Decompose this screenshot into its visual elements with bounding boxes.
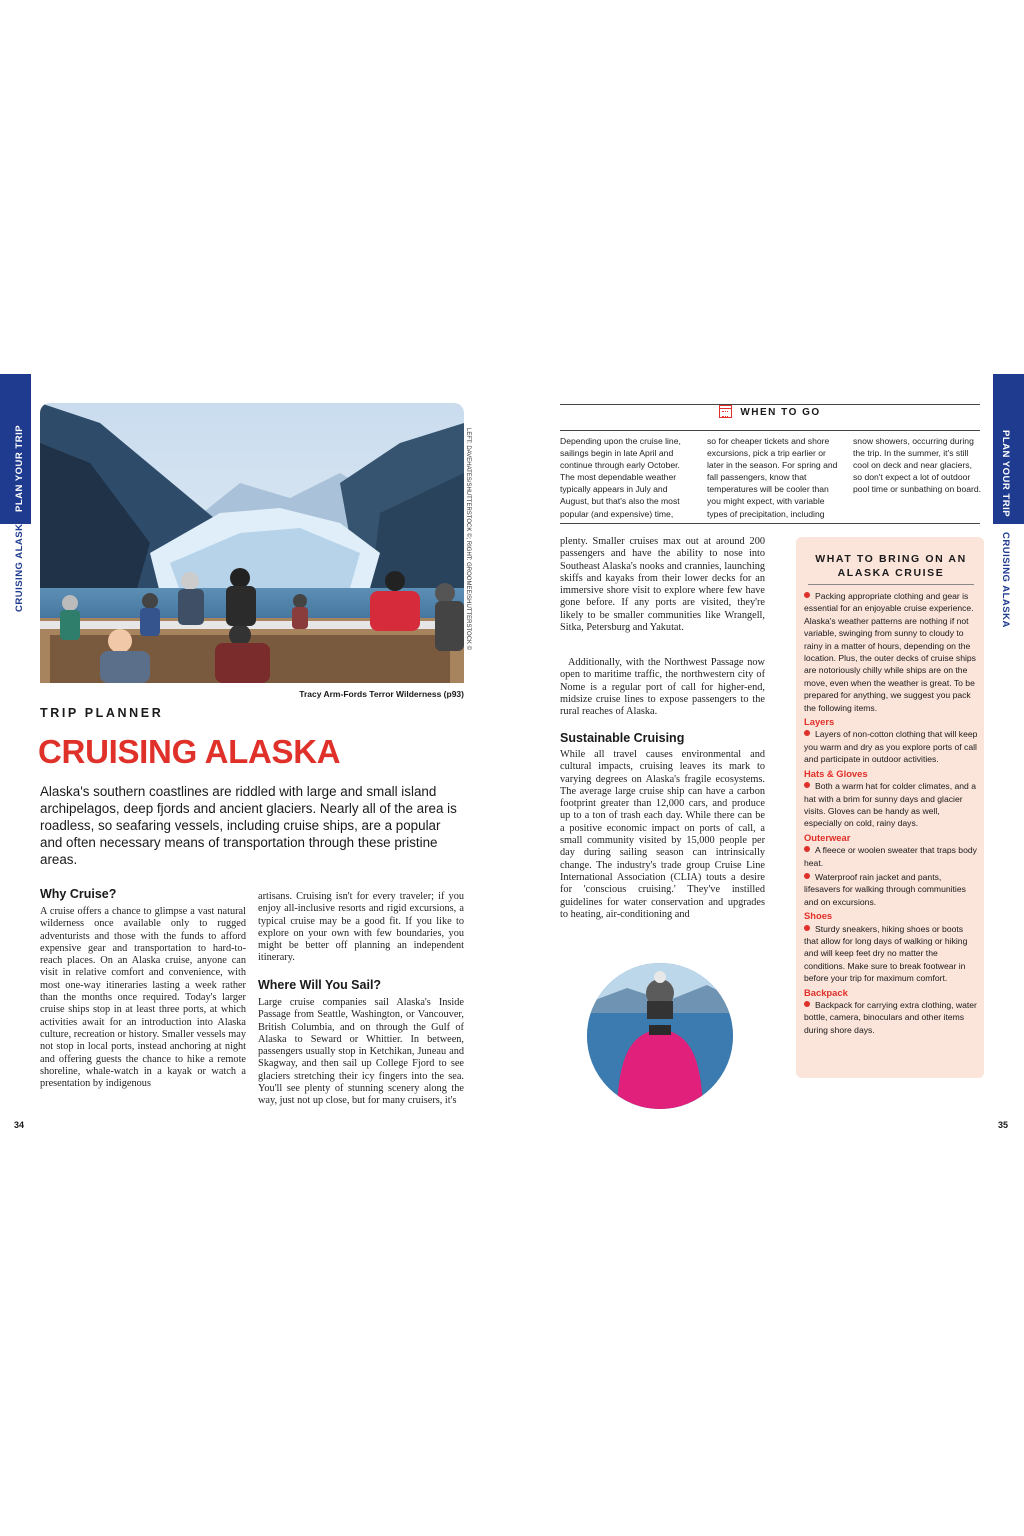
what-to-bring-rule xyxy=(808,584,974,585)
when-to-go-col-1: Depending upon the cruise line, sailings begin in late April and continue through early October. The most dependable weather typically appears in July and August, but that's also the most popular (and expensive) time, xyxy=(560,436,681,519)
bring-layers-heading: Layers xyxy=(804,716,835,728)
intro-paragraph: Alaska's southern coastlines are riddled with large and small island archipelagos, deep fjords and ancient glaciers. Nearly all of the area is roadless, so seafaring vessels, including cruise ships, are a popular and often necessary means of transportation through these pristine areas. xyxy=(40,784,457,867)
bullet-icon xyxy=(804,1001,810,1007)
bring-outerwear-text-2: Waterproof rain jacket and pants, lifesavers for walking through communities and on excursions. xyxy=(804,871,966,907)
what-to-bring-title: WHAT TO BRING ON AN ALASKA CRUISE xyxy=(815,553,967,579)
bring-layers-text: Layers of non-cotton clothing that will keep you warm and dry as you explore ports of call and participate in outdoor activities. xyxy=(804,729,978,765)
when-to-go-mid-rule xyxy=(560,430,980,431)
traveler-photo xyxy=(587,963,733,1109)
where-sail-text: Large cruise companies sail Alaska's Inside Passage from Seattle, Washington, or Vancouver, British Columbia, and on through the Gulf of Alaska to Seward or Whittier. In between, passengers usually stop in Ketchikan, Juneau and Skagway, and then sail up College Fjord to see glaciers stretching their icy fingers into the sea. You'll see plenty of stunning scenery along the way, just not up close, but for many cruisers, it's xyxy=(258,997,464,1107)
bring-outerwear-heading: Outerwear xyxy=(804,831,851,843)
bullet-icon xyxy=(804,873,810,879)
calendar-icon xyxy=(719,405,732,418)
when-to-go-col-2: so for cheaper tickets and shore excursions, pick a trip earlier or later in the season. For spring and fall passengers, know that temperatures will be cooler than you might expect, with variable types of precipitation, including xyxy=(707,436,838,519)
bring-hats-item xyxy=(804,780,978,830)
bring-shoes-heading: Shoes xyxy=(804,910,833,922)
where-sail-heading: Where Will You Sail? xyxy=(258,978,382,992)
bring-hats-text: Both a warm hat for colder climates, and a hat with a brim for sunny days and glacier visits. Gloves can be handy as well, especially on cold, rainy days. xyxy=(804,781,976,829)
bullet-icon xyxy=(804,782,810,788)
hero-photo xyxy=(40,403,464,683)
bring-shoes-item xyxy=(804,923,978,985)
where-sail-text-cont2: Additionally, with the Northwest Passage now open to maritime traffic, the northwestern city of Nome is a regular port of call for higher-end, midsize cruise lines to expose passengers to the rural reaches of Alaska. xyxy=(560,657,765,718)
bullet-icon xyxy=(804,846,810,852)
why-cruise-heading: Why Cruise? xyxy=(40,887,117,901)
bring-intro-text: Packing appropriate clothing and gear is essential for an enjoyable cruise experience. Alaska's weather patterns are nothing if not variable, swinging from sunny to cloudy to rainy in a matter of hours, depending on the location. Plus, the outer decks of cruise ships are notoriously chilly while ships are on the move, even when the weather is great. To be prepared for anything, we suggest you pack the following items. xyxy=(804,591,976,713)
why-cruise-text: A cruise offers a chance to glimpse a vast natural wilderness once available only to rugged adventurists and those with the funds to afford expensive gear and transportation to hard-to-reach places. On an Alaska cruise, anyone can visit in relative comfort and convenience, with most one-way itineraries lasting a week rather than the months once required. Today's larger cruise ships stop in at least three ports, at which activities await for an introduction into Alaska culture, recreation or history. Smaller vessels may not stop in local ports, instead anchoring at night and offering guests the chance to hike a remote shoreline, whale-watch in a kayak or watch a presentation by indigenous xyxy=(40,906,246,1090)
photo-caption: Tracy Arm-Fords Terror Wilderness (p93) xyxy=(299,689,464,699)
right-tab-label: PLAN YOUR TRIP xyxy=(1000,430,1011,518)
sustainable-text: While all travel causes environmental and cultural impacts, cruising leaves its mark to varying degrees on Alaska's fragile ecosystems. The average large cruise ship can have a carbon footprint greater than 12,000 cars, and produce up to a ton of trash each day. While there can be a positive economic impact on ports of call, a small community visited by 15,000 people per day during sailing season can intrinsically change. The industry's trade group Cruise Line International Association (CLIA) touts a desire for 'conscious cruising.' They've instilled guidelines for water conservation and upgrades to heating, air-conditioning and xyxy=(560,749,765,920)
bring-outerwear-item-1 xyxy=(804,844,978,869)
bring-hats-heading: Hats & Gloves xyxy=(804,767,868,779)
bullet-icon xyxy=(804,925,810,931)
bring-outerwear-item-2 xyxy=(804,871,978,908)
where-sail-text-cont: plenty. Smaller cruises max out at around 200 passengers and have the ability to nose into Southeast Alaska's nooks and crannies, launching skiffs and kayaks from their lower decks for an immersive shore visit to explore where few have gone before. If any ports are visited, they're likely to be smaller communities like Wrangell, Sitka, Petersburg and Yakutat. xyxy=(560,536,765,634)
what-to-bring-list xyxy=(804,590,978,1038)
bullet-icon xyxy=(804,592,810,598)
page-number-left: 34 xyxy=(14,1120,25,1130)
bring-backpack-heading: Backpack xyxy=(804,986,848,998)
when-to-go-bottom-rule xyxy=(560,523,980,524)
right-section-label: CRUISING ALASKA xyxy=(1000,532,1011,628)
sustainable-heading: Sustainable Cruising xyxy=(560,731,685,745)
when-to-go-col-3: snow showers, occurring during the trip. In the summer, it's still cool on deck and near glaciers, so don't expect a lot of outdoor pool time or sunbathing on board. xyxy=(853,436,982,495)
bring-backpack-text: Backpack for carrying extra clothing, water bottle, camera, binoculars and other items during shore days. xyxy=(804,1000,977,1035)
when-to-go-heading xyxy=(560,405,980,418)
bullet-icon xyxy=(804,730,810,736)
bring-intro-item xyxy=(804,590,978,714)
photo-credit: LEFT: DAVEHATES/SHUTTERSTOCK ©; RIGHT: GROOMEE/SHUTTERSTOCK © xyxy=(465,428,471,651)
why-cruise-text-cont: artisans. Cruising isn't for every traveler; if you enjoy all-inclusive resorts and rigid excursions, a typical cruise may be a good fit. If you like to explore on your own with few boundaries, you might be better off planning an independent itinerary. xyxy=(258,891,464,964)
page-title: CRUISING ALASKA xyxy=(38,733,341,770)
when-to-go-label: WHEN TO GO xyxy=(740,407,821,418)
bring-backpack-item xyxy=(804,999,978,1036)
left-tab-label: PLAN YOUR TRIP xyxy=(14,424,25,512)
left-section-label: CRUISING ALASKA xyxy=(14,516,25,612)
page-number-right: 35 xyxy=(998,1120,1009,1130)
bring-shoes-text: Sturdy sneakers, hiking shoes or boots that allow for long days of walking or hiking and will keep feet dry no matter the conditions. Make sure to break footwear in before your trip for maximum comfort. xyxy=(804,923,968,984)
kicker: TRIP PLANNER xyxy=(40,706,164,720)
bring-layers-item xyxy=(804,728,978,765)
bring-outerwear-text-1: A fleece or woolen sweater that traps body heat. xyxy=(804,845,977,868)
